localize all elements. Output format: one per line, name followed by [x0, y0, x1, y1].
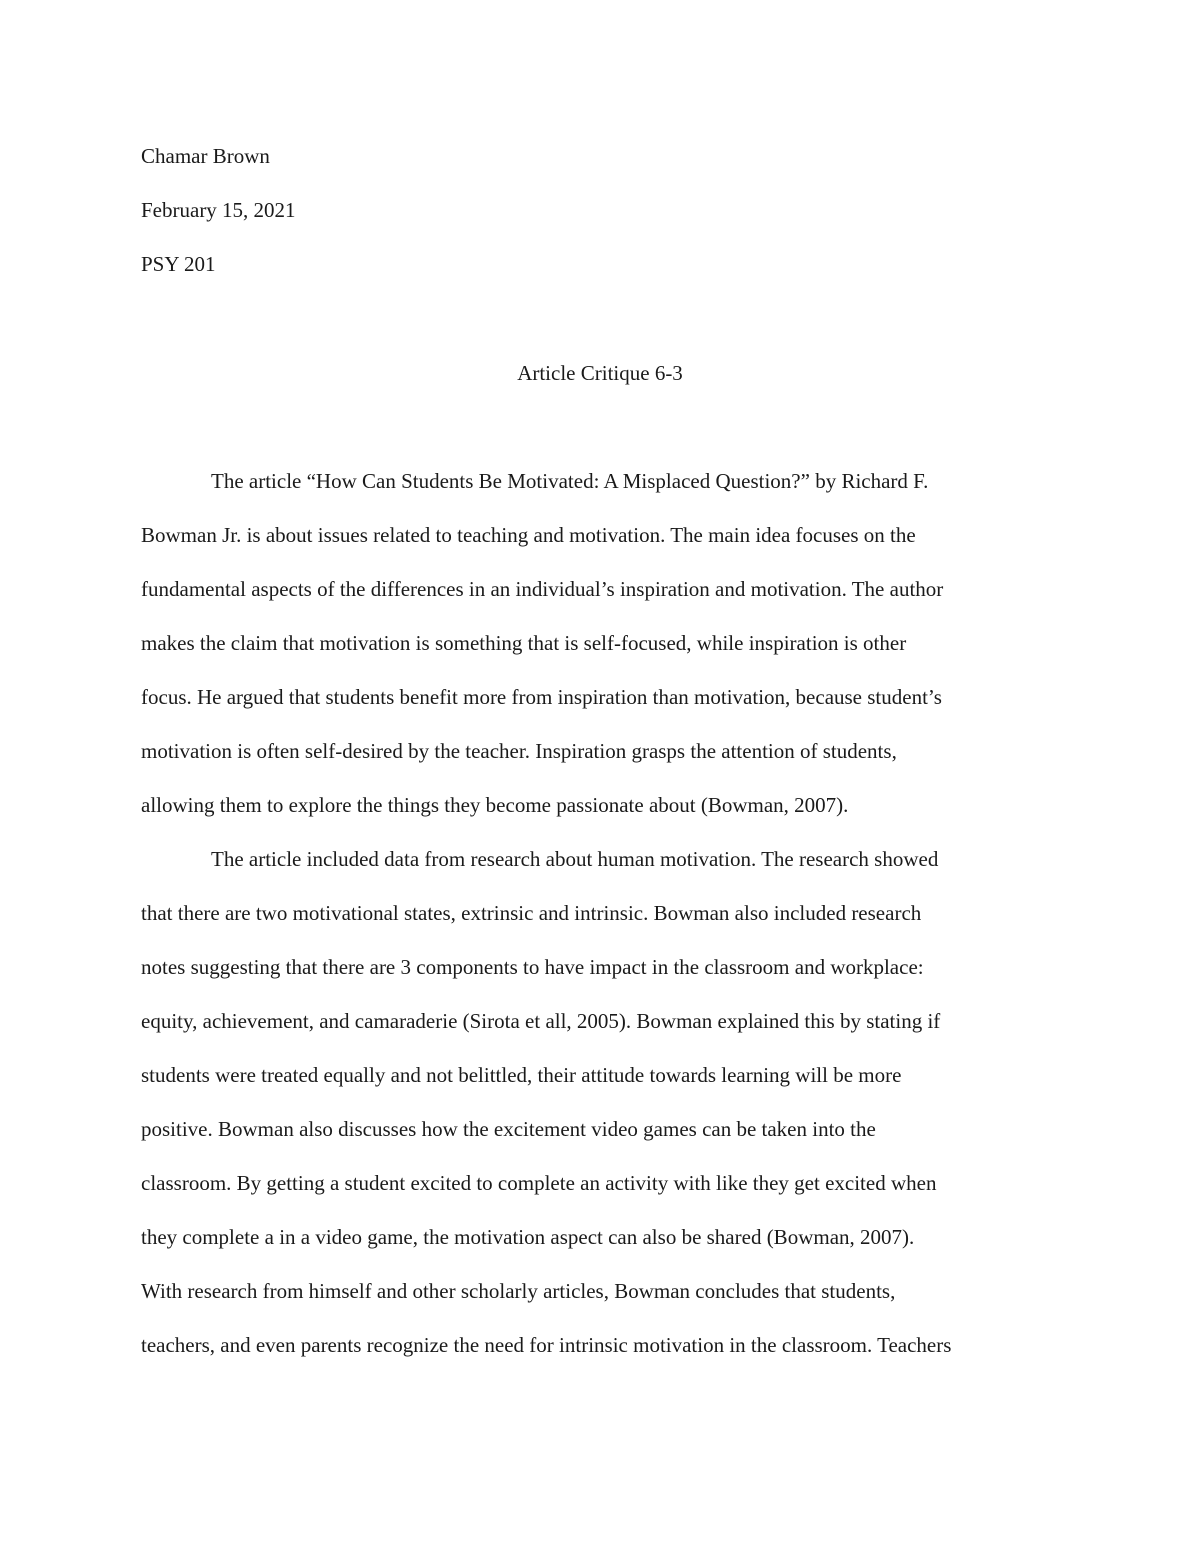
document-date: February 15, 2021 [141, 198, 296, 222]
paragraph-line: The article included data from research about human motivation. The research showed [211, 847, 939, 871]
paragraph-line: teachers, and even parents recognize the need for intrinsic motivation in the classroom. Teachers [141, 1333, 952, 1357]
document-title: Article Critique 6-3 [517, 361, 683, 385]
paragraph-line: students were treated equally and not belittled, their attitude towards learning will be more [141, 1063, 902, 1087]
paragraph-line: The article “How Can Students Be Motivated: A Misplaced Question?” by Richard F. [211, 469, 929, 493]
paragraph-line: Bowman Jr. is about issues related to teaching and motivation. The main idea focuses on the [141, 523, 916, 547]
paragraph-line: focus. He argued that students benefit more from inspiration than motivation, because student’s [141, 685, 942, 709]
paragraph-line: notes suggesting that there are 3 components to have impact in the classroom and workplace: [141, 955, 924, 979]
author-name: Chamar Brown [141, 144, 270, 168]
paragraph-line: allowing them to explore the things they become passionate about (Bowman, 2007). [141, 793, 849, 817]
paragraph-line: positive. Bowman also discusses how the excitement video games can be taken into the [141, 1117, 876, 1141]
paragraph-line: equity, achievement, and camaraderie (Sirota et all, 2005). Bowman explained this by stating if [141, 1009, 941, 1033]
paragraph-line: motivation is often self-desired by the teacher. Inspiration grasps the attention of students, [141, 739, 897, 763]
course-code: PSY 201 [141, 252, 216, 276]
paragraph-line: that there are two motivational states, extrinsic and intrinsic. Bowman also included research [141, 901, 922, 925]
paragraph-line: makes the claim that motivation is something that is self-focused, while inspiration is other [141, 631, 907, 655]
paragraph-line: classroom. By getting a student excited to complete an activity with like they get excited when [141, 1171, 937, 1195]
paragraph-line: With research from himself and other scholarly articles, Bowman concludes that students, [141, 1279, 896, 1303]
paragraph-line: they complete a in a video game, the motivation aspect can also be shared (Bowman, 2007). [141, 1225, 915, 1249]
paragraph-line: fundamental aspects of the differences in an individual’s inspiration and motivation. The author [141, 577, 944, 601]
